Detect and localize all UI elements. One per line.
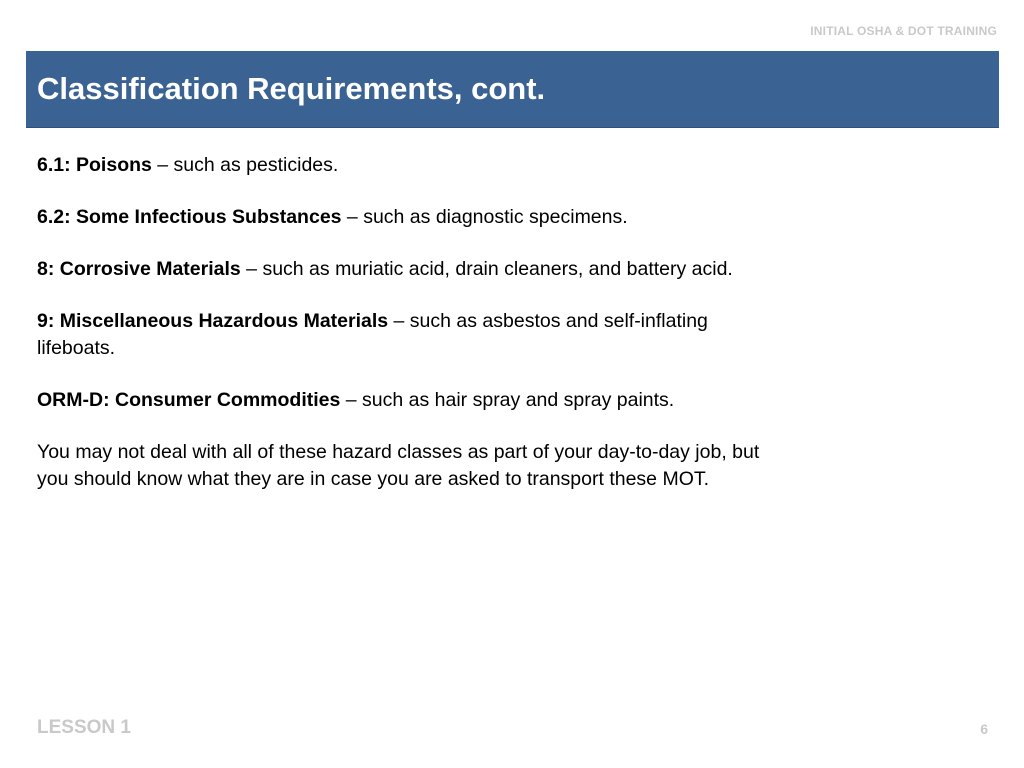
hazard-class-description: – such as pesticides. [151,154,339,176]
title-bar [26,51,999,128]
lesson-label: LESSON 1 [37,717,131,738]
hazard-class-term: ORM-D: Consumer Commodities [37,389,341,411]
hazard-class-item [37,256,761,283]
course-label: INITIAL OSHA & DOT TRAINING [810,24,997,38]
hazard-class-description: – such as diagnostic specimens. [341,206,628,228]
hazard-class-description: – such as asbestos and self-inflating lifeboats. [37,310,708,359]
hazard-class-description: – such as muriatic acid, drain cleaners, and battery acid. [240,258,733,280]
page-number: 6 [980,721,988,737]
hazard-class-term: 6.2: Some Infectious Substances [37,206,342,228]
hazard-class-term: 9: Miscellaneous Hazardous Materials [37,310,389,332]
closing-note: You may not deal with all of these hazard classes as part of your day-to-day job, but you should know what they are in case you are asked to transport these MOT. [37,441,760,490]
slide-title: Classification Requirements, cont. [37,71,546,106]
hazard-class-item [37,152,761,179]
hazard-class-term: 6.1: Poisons [37,154,152,176]
slide-body [37,152,761,493]
hazard-class-item [37,308,761,362]
hazard-class-item [37,204,761,231]
hazard-class-item [37,387,761,414]
hazard-class-description: – such as hair spray and spray paints. [340,389,675,411]
hazard-class-term: 8: Corrosive Materials [37,258,241,280]
